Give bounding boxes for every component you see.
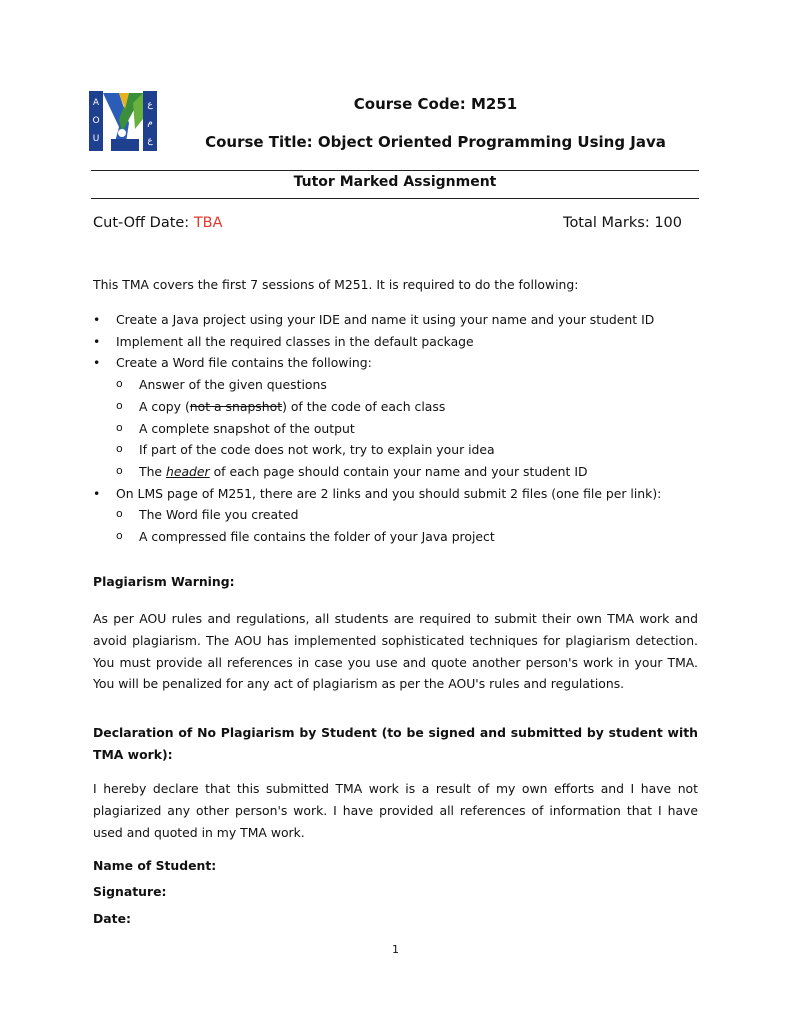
word-file-sublist xyxy=(116,374,703,483)
page-number: 1 xyxy=(392,943,399,956)
list-item xyxy=(93,331,703,353)
sub-list-item xyxy=(116,374,703,396)
signature-label: Signature: xyxy=(93,884,167,899)
sub-list-item xyxy=(116,396,703,418)
emphasized-text: header xyxy=(165,463,210,479)
bottom-divider xyxy=(91,198,699,199)
assignment-heading: Tutor Marked Assignment xyxy=(293,174,497,190)
cutoff-label: Cut-Off Date: xyxy=(93,215,194,231)
plagiarism-warning-text: As per AOU rules and regulations, all students are required to submit their own TMA work and avoid plagiarism. The AOU has implemented sophisticated techniques for plagiarism detection. You must provide all references in case you use and quote another person's work in your TMA. You will be penalized for any act of plagiarism as per the AOU's rules and regulations. xyxy=(93,611,698,692)
cutoff-date xyxy=(93,215,223,231)
course-title: Course Title: Object Oriented Programming Using Java xyxy=(205,133,666,151)
sub-list-item-text: of each page should contain your name and your student ID xyxy=(209,463,588,479)
sub-list-item-text: A compressed file contains the folder of your Java project xyxy=(139,529,495,545)
sub-list-item xyxy=(116,526,703,548)
sub-list-item xyxy=(116,504,703,526)
svg-text:م: م xyxy=(147,118,153,128)
list-item xyxy=(93,483,703,548)
sub-list-item-text: A copy ( xyxy=(139,398,190,414)
svg-text:U: U xyxy=(92,134,100,144)
sub-list-item xyxy=(116,461,703,483)
declaration-text: I hereby declare that this submitted TMA work is a result of my own efforts and I have not plagiarized any other person's work. I have provided all references of information that I have used and quoted in my TMA work. xyxy=(93,781,698,840)
sub-list-item-text: The xyxy=(139,463,166,479)
struck-text: not a snapshot xyxy=(189,398,283,414)
list-item-text: Create a Word file contains the following: xyxy=(116,355,372,371)
sub-list-item-text: A complete snapshot of the output xyxy=(139,420,355,436)
requirements-list xyxy=(93,309,703,548)
list-item-text: Create a Java project using your IDE and name it using your name and your student ID xyxy=(116,312,655,327)
cutoff-value: TBA xyxy=(193,215,223,231)
course-code: Course Code: M251 xyxy=(353,95,518,113)
sub-list-item-text: The Word file you created xyxy=(139,507,299,523)
list-item xyxy=(93,309,703,331)
declaration-title: Declaration of No Plagiarism by Student (to be signed and submitted by student with TMA work): xyxy=(93,725,698,762)
plagiarism-warning-title: Plagiarism Warning: xyxy=(93,574,235,589)
svg-text:ع: ع xyxy=(147,100,153,110)
sub-list-item xyxy=(116,439,703,461)
intro-text: This TMA covers the first 7 sessions of M251. It is required to do the following: xyxy=(93,277,579,292)
sub-list-item-text: ) of the code of each class xyxy=(282,398,446,414)
top-divider xyxy=(91,170,699,171)
sub-list-item-text: If part of the code does not work, try to explain your idea xyxy=(139,442,495,458)
svg-text:A: A xyxy=(92,98,100,108)
sub-list-item-text: Answer of the given questions xyxy=(139,377,327,393)
list-item-text: On LMS page of M251, there are 2 links and you should submit 2 files (one file per link): xyxy=(116,485,662,501)
student-name-label: Name of Student: xyxy=(93,858,217,873)
sub-list-item xyxy=(116,418,703,440)
list-item-text: Implement all the required classes in the default package xyxy=(116,333,474,349)
lms-sublist xyxy=(116,504,703,547)
total-marks: Total Marks: 100 xyxy=(563,215,682,231)
svg-text:ع: ع xyxy=(147,136,153,146)
list-item xyxy=(93,352,703,482)
date-label: Date: xyxy=(93,911,131,926)
svg-text:O: O xyxy=(92,116,100,126)
